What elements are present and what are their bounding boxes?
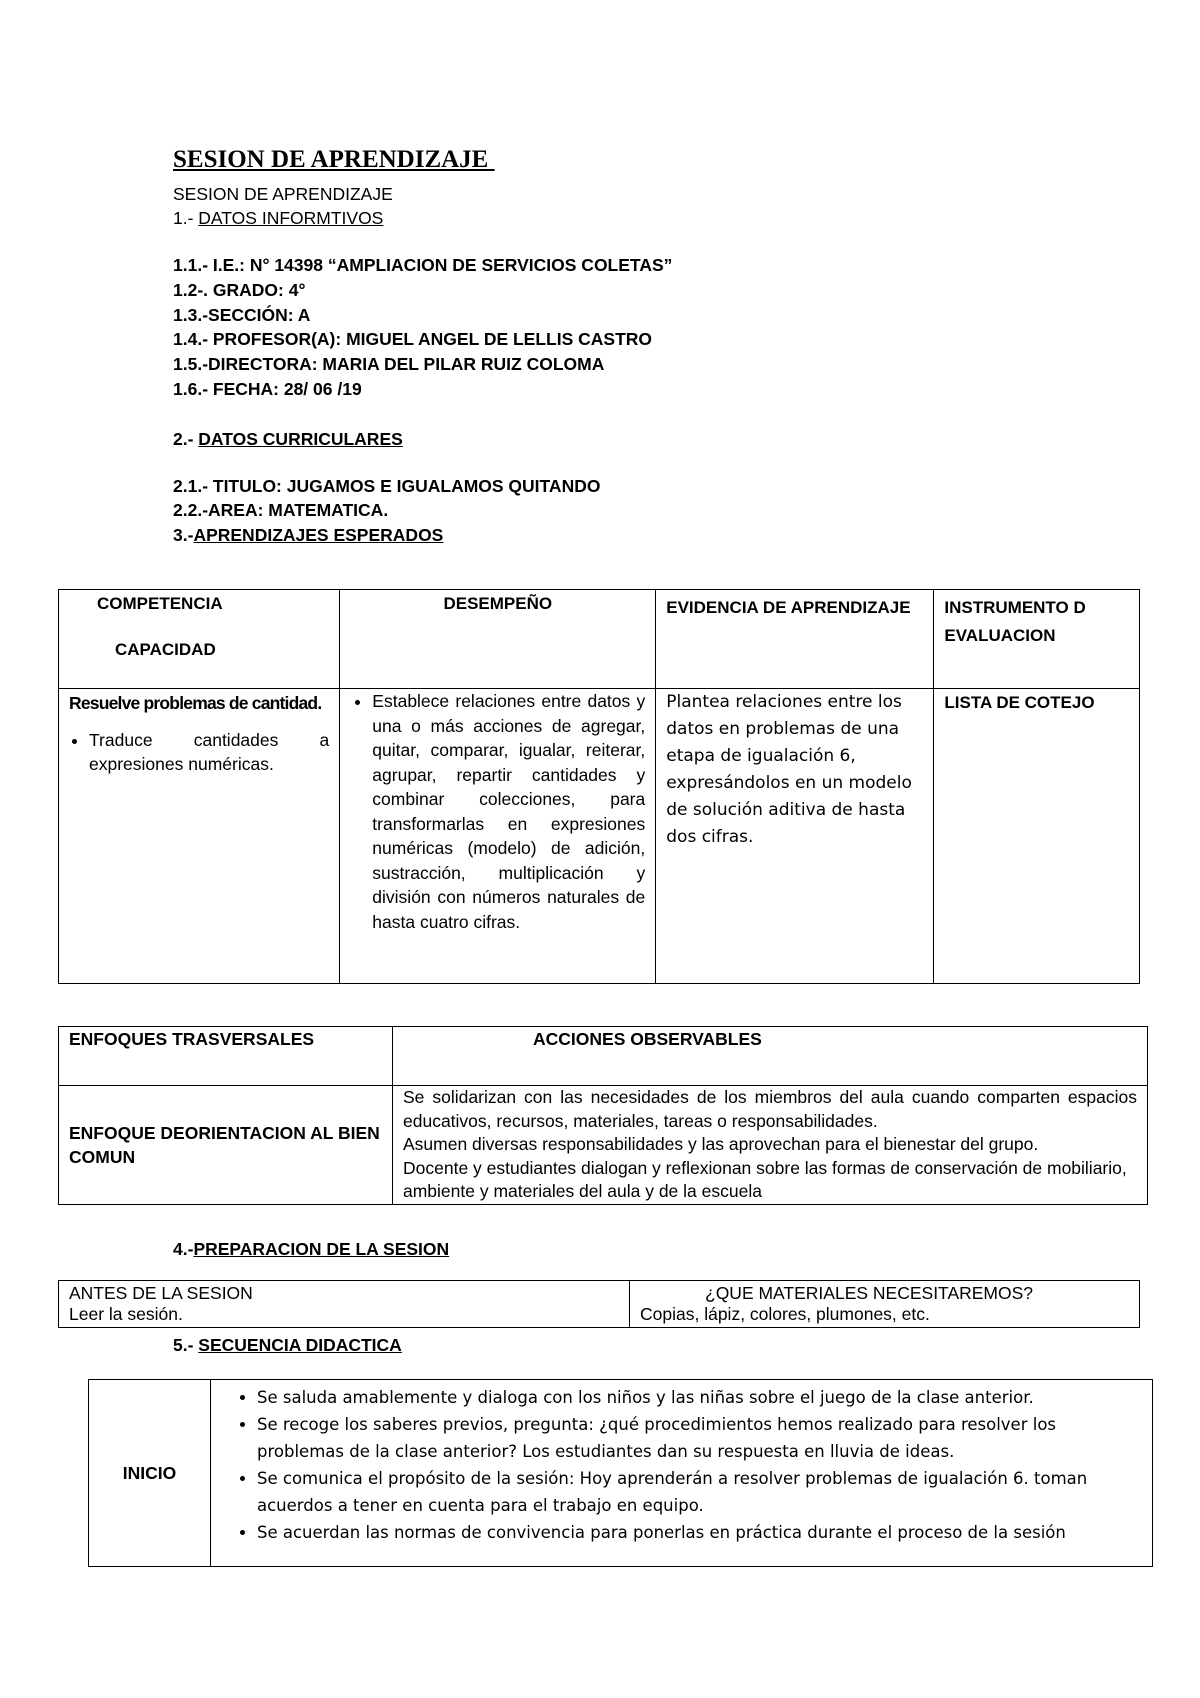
desempeno-header: DESEMPEÑO [340, 590, 656, 689]
capacidad-list [69, 728, 329, 777]
inicio-cell: INICIO [89, 1380, 211, 1567]
datos-fecha: 1.6.- FECHA: 28/ 06 /19 [173, 379, 362, 399]
competencia-header: COMPETENCIA [97, 594, 223, 613]
table-row [59, 689, 1140, 984]
section-1-number: 1.- [173, 208, 199, 228]
inicio-actions-cell [211, 1380, 1153, 1567]
table-header-row [59, 590, 1140, 689]
antes-cell [59, 1281, 630, 1328]
table-row [89, 1380, 1153, 1567]
section-2-label: DATOS CURRICULARES [198, 429, 403, 449]
desempeno-list [350, 689, 645, 934]
curricular-titulo: 2.1.- TITULO: JUGAMOS E IGUALAMOS QUITANDO [173, 476, 601, 496]
competencia-header-cell [59, 590, 340, 689]
curricular-area: 2.2.-AREA: MATEMATICA. [173, 500, 389, 520]
section-3-label: APRENDIZAJES ESPERADOS [193, 525, 444, 545]
section-3-number: 3.- [173, 525, 194, 545]
section-4-label: PREPARACION DE LA SESION [193, 1239, 450, 1259]
desempeno-cell [340, 689, 656, 984]
list-item: • Se recoge los saberes previos, pregunta: ¿qué procedimientos hemos realizado para resolver los problemas de la clase anterior? Los estudiantes dan su respuesta en lluvia de ideas. [257, 1411, 1142, 1465]
datos-ie: 1.1.- I.E.: N° 14398 “AMPLIACION DE SERVICIOS COLETAS” [173, 255, 673, 275]
desempeno-item: • Establece relaciones entre datos y una o más acciones de agregar, quitar, comparar, igualar, reiterar, agrupar, repartir cantidades y combinar colecciones, para transformarlas en expresiones numéricas (modelo) de adición, sustracción, multiplicación y división con números naturales de hasta cuatro cifras. [372, 689, 645, 934]
antes-value: Leer la sesión. [69, 1304, 183, 1324]
document-title: SESION DE APRENDIZAJE [173, 146, 495, 173]
evidencia-header: EVIDENCIA DE APRENDIZAJE [656, 590, 934, 689]
competencia-text: Resuelve problemas de cantidad. [69, 693, 322, 713]
capacidad-header: CAPACIDAD [115, 640, 216, 659]
section-4-number: 4.- [173, 1239, 194, 1259]
materiales-value: Copias, lápiz, colores, plumones, etc. [640, 1304, 930, 1324]
capacidad-item: • Traduce cantidades a expresiones numéricas. [89, 728, 329, 777]
instrumento-cell: LISTA DE COTEJO [934, 689, 1140, 984]
accion-2: Asumen diversas responsabilidades y las aprovechan para el bienestar del grupo. [403, 1134, 1039, 1154]
accion-1: Se solidarizan con las necesidades de los miembros del aula cuando comparten espacios educativos, recursos, materiales, tareas o responsabilidades. [403, 1087, 1137, 1131]
accion-3: Docente y estudiantes dialogan y reflexionan sobre las formas de conservación de mobiliario, ambiente y materiales del aula y de la escuela [403, 1157, 1127, 1201]
section-1-label: DATOS INFORMTIVOS [198, 208, 384, 228]
table-header-row [59, 1027, 1148, 1086]
section-3-heading [173, 525, 443, 546]
subtitle: SESION DE APRENDIZAJE [173, 184, 393, 204]
enfoque-name-cell [59, 1086, 393, 1205]
acciones-header: ACCIONES OBSERVABLES [393, 1027, 1148, 1086]
enfoques-header: ENFOQUES TRASVERSALES [69, 1029, 315, 1049]
enfoques-header-cell [59, 1027, 393, 1086]
section-4-heading [173, 1239, 449, 1260]
secuencia-table [88, 1379, 1153, 1567]
enfoques-table [58, 1026, 1148, 1205]
section-5-label: SECUENCIA DIDACTICA [198, 1335, 402, 1355]
table-row [59, 1281, 1140, 1328]
section-2-number: 2.- [173, 429, 199, 449]
acciones-cell [393, 1086, 1148, 1205]
datos-seccion: 1.3.-SECCIÓN: A [173, 305, 311, 325]
section-1-heading [173, 208, 383, 229]
materiales-cell [630, 1281, 1140, 1328]
competencia-cell [59, 689, 340, 984]
evidencia-cell: Plantea relaciones entre los datos en problemas de una etapa de igualación 6, expresándolos en un modelo de solución aditiva de hasta dos cifras. [656, 689, 934, 984]
list-item: • Se comunica el propósito de la sesión: Hoy aprenderán a resolver problemas de igualación 6. toman acuerdos a tener en cuenta para el trabajo en equipo. [257, 1465, 1142, 1519]
enfoque-name: ENFOQUE DEORIENTACION AL BIEN COMUN [69, 1122, 380, 1167]
datos-directora: 1.5.-DIRECTORA: MARIA DEL PILAR RUIZ COLOMA [173, 354, 605, 374]
section-5-number: 5.- [173, 1335, 199, 1355]
antes-header: ANTES DE LA SESION [69, 1283, 253, 1303]
instrumento-header: INSTRUMENTO D EVALUACION [934, 590, 1140, 689]
preparacion-table [58, 1280, 1140, 1328]
list-item: • Se saluda amablemente y dialoga con los niños y las niñas sobre el juego de la clase anterior. [257, 1384, 1142, 1411]
materiales-header: ¿QUE MATERIALES NECESITAREMOS? [705, 1283, 1034, 1303]
inicio-actions-list [217, 1384, 1142, 1546]
section-2-heading [173, 429, 403, 450]
list-item: • Se acuerdan las normas de convivencia para ponerlas en práctica durante el proceso de la sesión [257, 1519, 1142, 1546]
aprendizajes-table [58, 589, 1140, 984]
datos-grado: 1.2-. GRADO: 4° [173, 280, 306, 300]
section-5-heading [173, 1335, 402, 1356]
table-row [59, 1086, 1148, 1205]
datos-profesor: 1.4.- PROFESOR(A): MIGUEL ANGEL DE LELLIS CASTRO [173, 329, 653, 349]
